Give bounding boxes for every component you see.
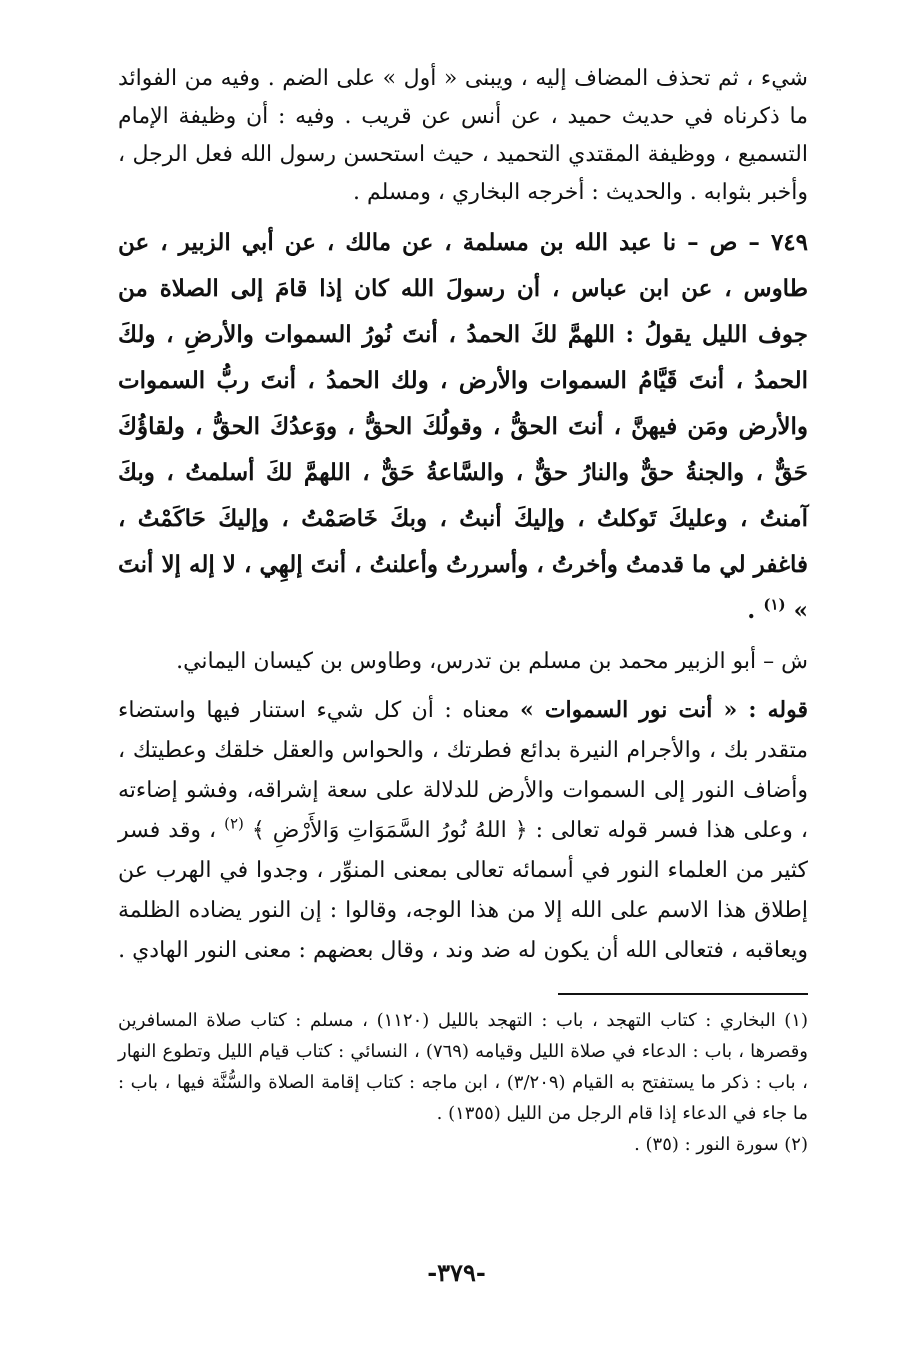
footnote-separator: [558, 993, 808, 995]
hadith-end-mark: .: [747, 597, 756, 624]
narrators-explanation-paragraph: ش – أبو الزبير محمد بن مسلم بن تدرس، وطاوس بن كيسان اليماني.: [176, 649, 808, 674]
footnote-ref-1: (١): [763, 595, 786, 614]
page-number: -٣٧٩-: [427, 1258, 486, 1287]
commentary-paragraph-continued: شيء ، ثم تحذف المضاف إليه ، ويبنى « أول » على الضم . وفيه من الفوائد ما ذكرناه في حديث حميد ، عن أنس عن قريب . وفيه : أن وظيفة الإمام التسميع ، ووظيفة المقتدي التحميد ، حيث استحسن رسول الله فعل الرجل ، وأخبر بثوابه . والحديث : أخرجه البخاري ، ومسلم .: [118, 66, 808, 205]
explanation-text-part-2: ، وقد فسر كثير من العلماء النور في أسمائه تعالى بمعنى المنوِّر ، وجدوا في الهرب عن إطلاق هذا الاسم على الله إلا من هذا الوجه، وقالوا : إن النور يضاده الظلمة ويعاقبه ، فتعالى الله أن يكون له ضد وند ، وقال بعضهم : معنى النور الهادي .: [118, 818, 808, 963]
quote-lead: قوله : « أنت نور السموات »: [519, 697, 808, 723]
hadith-text: ٧٤٩ – ص – نا عبد الله بن مسلمة ، عن مالك ، عن أبي الزبير ، عن طاوس ، عن ابن عباس ، أن رسولَ الله كان إذا قامَ إلى الصلاة من جوف الليل يقولُ : اللهمَّ لكَ الحمدُ ، أنتَ نُورُ السموات والأرضِ ، ولكَ الحمدُ ، أنتَ قَيَّامُ السموات والأرض ، ولك الحمدُ ، أنتَ ربُّ السموات والأرض ومَن فيهنَّ ، أنتَ الحقُّ ، وقولُكَ الحقُّ ، ووَعدُكَ الحقُّ ، ولقاؤُكَ حَقٌّ ، والجنةُ حقٌّ والنارُ حقٌّ ، والسَّاعةُ حَقٌّ ، اللهمَّ لكَ أسلمتُ ، وبكَ آمنتُ ، وعليكَ تَوكلتُ ، وإليكَ أنبتُ ، وبكَ خَاصَمْتُ ، وإليكَ حَاكَمْتُ ، فاغفر لي ما قدمتُ وأخرتُ ، وأسررتُ وأعلنتُ ، أنتَ إلهِي ، لا إله إلا أنتَ »: [118, 229, 808, 624]
footnote-2-text: (٢) سورة النور : (٣٥) .: [634, 1134, 808, 1155]
explanation-text-part-1: معناه : أن كل شيء استنار فيها واستضاء متقدر بك ، والأجرام النيرة بدائع فطرتك ، والحواس والعقل خلقك وعطيتك ، وأضاف النور إلى السموات والأرض للدلالة على سعة إشراقه، وفشو إضاءته ، وعلى هذا فسر قوله تعالى : ﴿ اللهُ نُورُ السَّمَوَاتِ وَالأَرْضِ ﴾: [118, 698, 808, 843]
footnote-1-text: (١) البخاري : كتاب التهجد ، باب : التهجد بالليل (١١٢٠) ، مسلم : كتاب صلاة المسافرين وقصرها ، باب : الدعاء في صلاة الليل وقيامه (٧٦٩) ، النسائي : كتاب قيام الليل وتطوع النهار ، باب : ذكر ما يستفتح به القيام (٣/٢٠٩) ، ابن ماجه : كتاب إقامة الصلاة والسُّنَّة فيها ، باب : ما جاء في الدعاء إذا قام الرجل من الليل (١٣٥٥) .: [118, 1010, 808, 1124]
footnote-2: [118, 1129, 808, 1160]
hadith-749-paragraph: [118, 220, 808, 634]
nur-explanation-paragraph: [118, 690, 808, 971]
footnotes-section: [118, 1005, 808, 1160]
book-page: [118, 60, 808, 1300]
footnote-ref-2: (٢): [224, 814, 244, 833]
footnote-1: [118, 1005, 808, 1129]
